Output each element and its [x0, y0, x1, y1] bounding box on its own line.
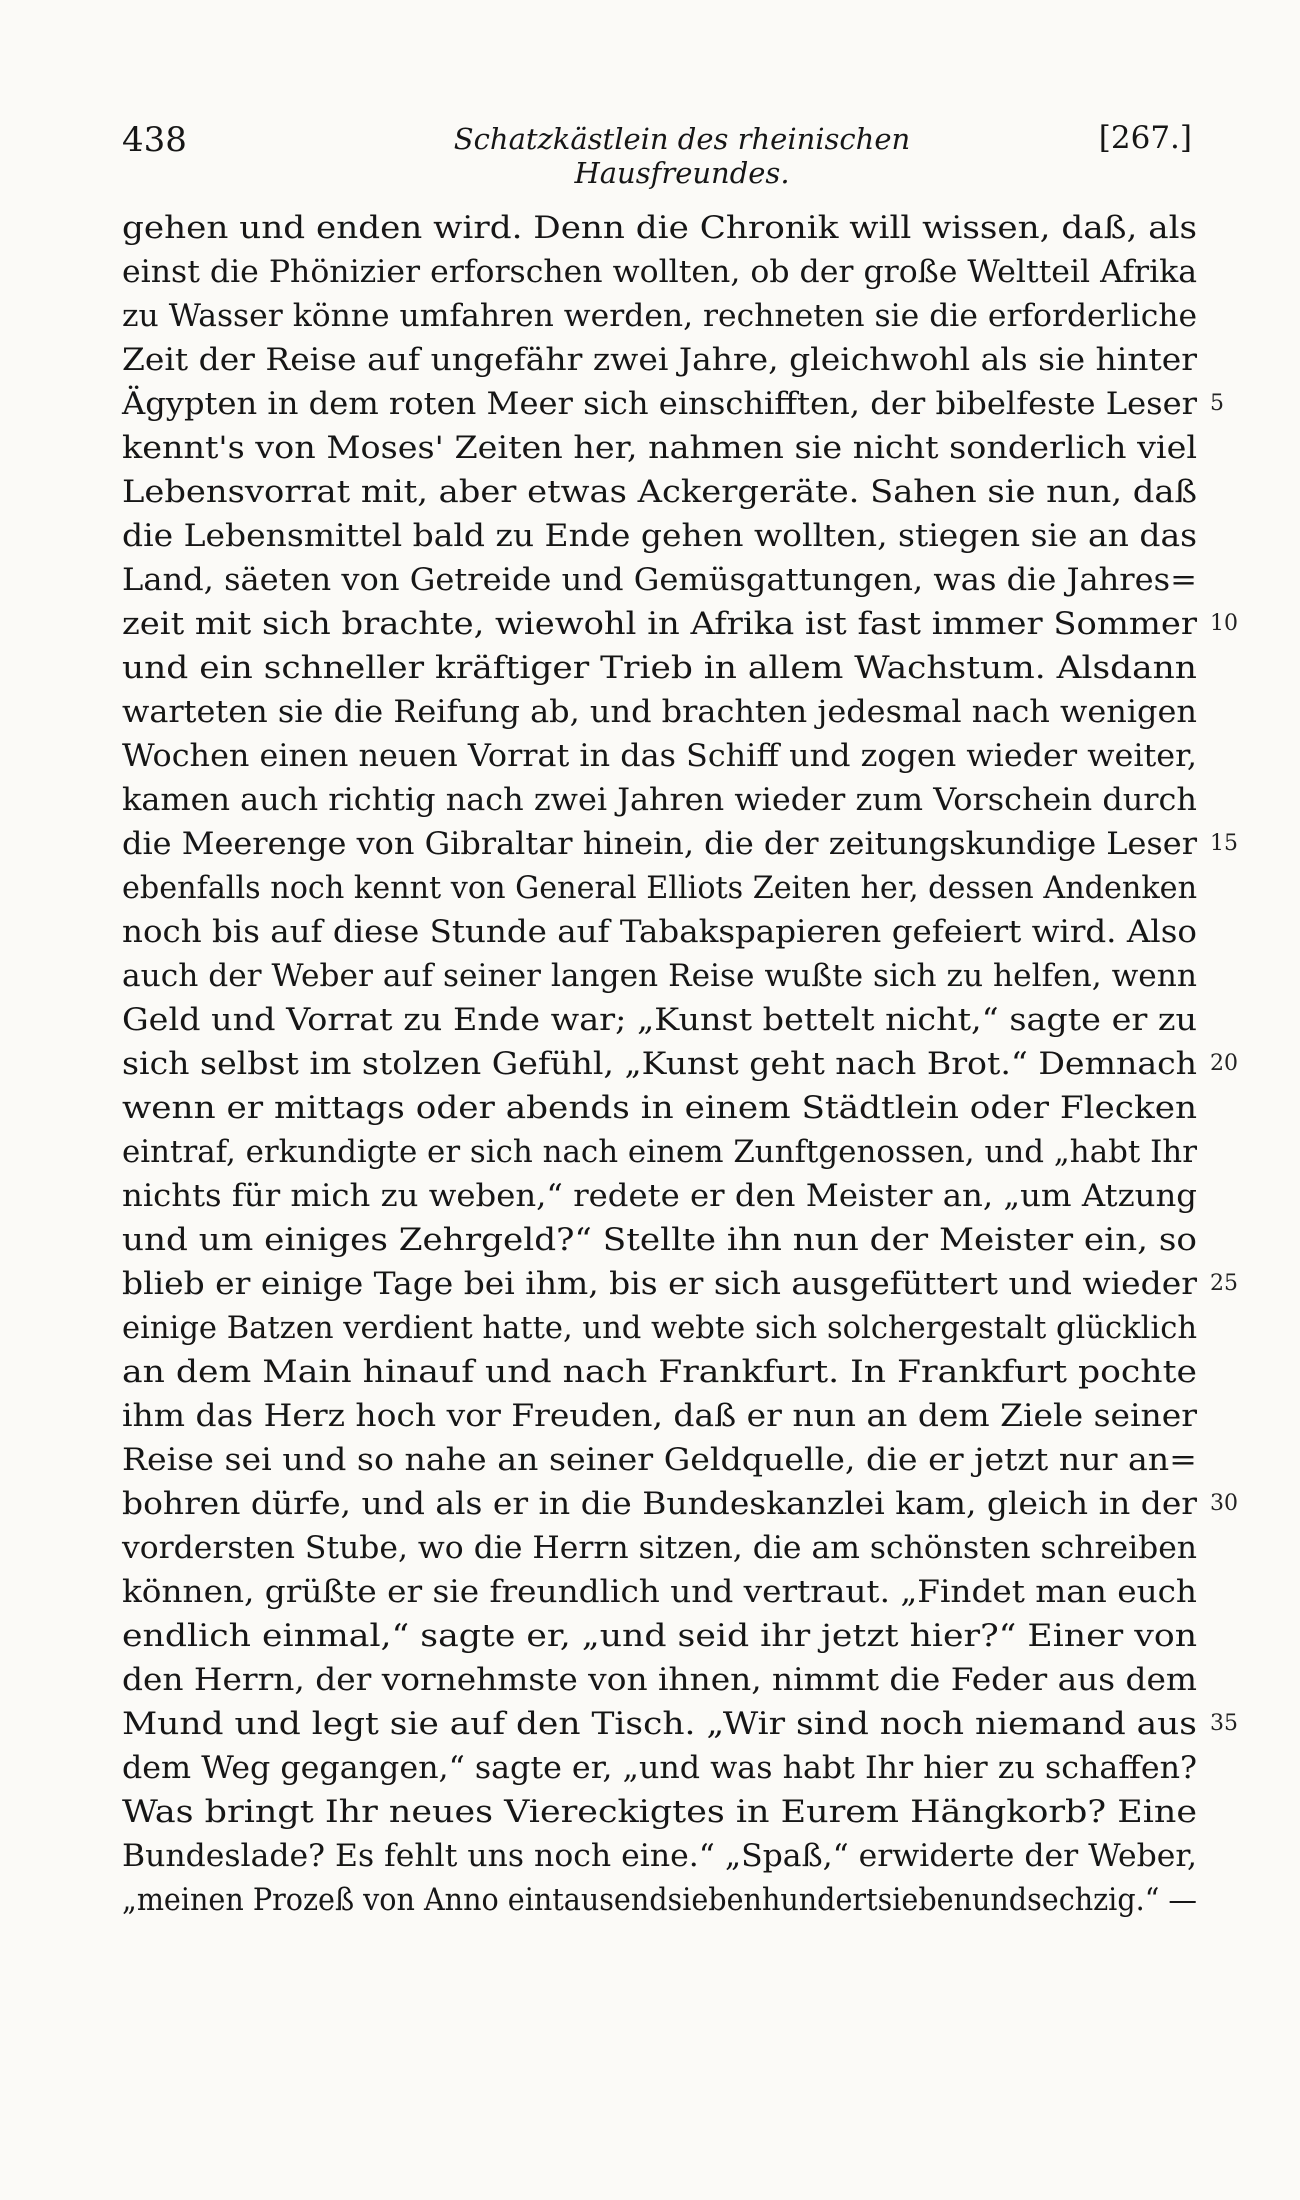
line-text: zeit mit sich brachte, wiewohl in Afrika ist fast immer Sommer — [122, 606, 1197, 642]
line-text: „meinen Prozeß von Anno eintausendsiebenhundertsiebenundsechzig.“ — — [122, 1882, 1198, 1918]
line-text: und ein schneller kräftiger Trieb in allem Wachstum. Alsdann — [122, 650, 1197, 686]
text-line — [122, 382, 1224, 426]
text-line — [122, 910, 1202, 954]
line-text: warteten sie die Reifung ab, und brachten jedesmal nach wenigen — [122, 694, 1197, 730]
text-line — [122, 1042, 1238, 1086]
line-text: die Lebensmittel bald zu Ende gehen wollten, stiegen sie an das — [122, 518, 1198, 554]
running-title: Schatzkästlein des rheinischen Hausfreundes. — [453, 122, 911, 190]
text-line — [122, 1350, 1202, 1394]
line-text: Zeit der Reise auf ungefähr zwei Jahre, gleichwohl als sie hinter — [122, 342, 1197, 378]
text-line — [122, 778, 1202, 822]
text-line — [122, 1218, 1202, 1262]
line-text: ihm das Herz hoch vor Freuden, daß er nun an dem Ziele seiner — [122, 1398, 1197, 1434]
text-line — [122, 646, 1202, 690]
text-line — [122, 426, 1202, 470]
line-text: Lebensvorrat mit, aber etwas Ackergeräte. Sahen sie nun, daß — [122, 474, 1197, 510]
text-line — [122, 470, 1202, 514]
text-line — [122, 338, 1202, 382]
text-line — [122, 1614, 1202, 1658]
line-text: eintraf, erkundigte er sich nach einem Zunftgenossen, und „habt Ihr — [122, 1134, 1197, 1170]
text-line — [122, 250, 1202, 294]
line-text: Mund und legt sie auf den Tisch. „Wir sind noch niemand aus — [122, 1706, 1197, 1742]
line-number: 25 — [1210, 1271, 1238, 1296]
line-number: 30 — [1210, 1491, 1238, 1516]
text-line — [122, 1834, 1202, 1878]
text-line — [122, 558, 1202, 602]
text-line — [122, 1086, 1202, 1130]
text-line — [122, 1306, 1202, 1350]
sheet-reference: [267.] — [1098, 120, 1192, 156]
body-text — [122, 206, 1238, 1922]
text-line — [122, 998, 1202, 1042]
text-line — [122, 1130, 1202, 1174]
line-text: den Herrn, der vornehmste von ihnen, nimmt die Feder aus dem — [122, 1662, 1197, 1698]
line-text: gehen und enden wird. Denn die Chronik will wissen, daß, als — [122, 210, 1198, 246]
text-line — [122, 1702, 1238, 1746]
line-text: Ägypten in dem roten Meer sich einschifften, der bibelfeste Leser — [122, 386, 1198, 422]
text-line — [122, 1438, 1202, 1482]
text-line — [122, 822, 1238, 866]
page-header — [122, 120, 1192, 190]
line-text: einst die Phönizier erforschen wollten, ob der große Weltteil Afrika — [122, 254, 1198, 290]
text-line — [122, 1658, 1202, 1702]
text-line — [122, 206, 1202, 250]
text-line — [122, 1790, 1202, 1834]
text-line — [122, 1174, 1202, 1218]
text-line — [122, 1262, 1238, 1306]
line-number: 10 — [1210, 611, 1238, 636]
line-text: bohren dürfe, und als er in die Bundeskanzlei kam, gleich in der — [122, 1486, 1198, 1522]
line-text: auch der Weber auf seiner langen Reise wußte sich zu helfen, wenn — [122, 958, 1197, 994]
line-text: blieb er einige Tage bei ihm, bis er sich ausgefüttert und wieder — [122, 1266, 1197, 1302]
line-number: 35 — [1210, 1711, 1238, 1736]
line-text: Reise sei und so nahe an seiner Geldquelle, die er jetzt nur an= — [122, 1442, 1197, 1478]
line-text: einige Batzen verdient hatte, und webte sich solchergestalt glücklich — [122, 1310, 1198, 1346]
line-text: kamen auch richtig nach zwei Jahren wieder zum Vorschein durch — [122, 782, 1197, 818]
line-text: wenn er mittags oder abends in einem Städtlein oder Flecken — [122, 1090, 1198, 1126]
line-text: Wochen einen neuen Vorrat in das Schiff und zogen wieder weiter, — [122, 738, 1197, 774]
line-text: dem Weg gegangen,“ sagte er, „und was habt Ihr hier zu schaffen? — [122, 1750, 1198, 1786]
text-line — [122, 602, 1238, 646]
line-text: endlich einmal,“ sagte er, „und seid ihr jetzt hier?“ Einer von — [122, 1618, 1198, 1654]
line-number: 20 — [1210, 1051, 1238, 1076]
text-line — [122, 1394, 1202, 1438]
text-line — [122, 866, 1202, 910]
line-text: vordersten Stube, wo die Herrn sitzen, die am schönsten schreiben — [122, 1530, 1198, 1566]
line-number: 15 — [1210, 831, 1238, 856]
line-text: Geld und Vorrat zu Ende war; „Kunst bettelt nicht,“ sagte er zu — [122, 1002, 1198, 1038]
line-text: die Meerenge von Gibraltar hinein, die der zeitungskundige Leser — [122, 826, 1198, 862]
text-line — [122, 1526, 1202, 1570]
line-text: können, grüßte er sie freundlich und vertraut. „Findet man euch — [122, 1574, 1197, 1610]
line-text: und um einiges Zehrgeld?“ Stellte ihn nun der Meister ein, so — [122, 1222, 1197, 1258]
text-line — [122, 1746, 1202, 1790]
line-text: Land, säeten von Getreide und Gemüsgattungen, was die Jahres= — [122, 562, 1197, 598]
line-text: nichts für mich zu weben,“ redete er den Meister an, „um Atzung — [122, 1178, 1197, 1214]
text-line — [122, 1570, 1202, 1614]
line-text: Was bringt Ihr neues Viereckigtes in Eurem Hängkorb? Eine — [122, 1794, 1198, 1830]
line-text: kennt's von Moses' Zeiten her, nahmen sie nicht sonderlich viel — [122, 430, 1198, 466]
text-line — [122, 294, 1202, 338]
text-line — [122, 690, 1202, 734]
text-line — [122, 954, 1202, 998]
line-text: noch bis auf diese Stunde auf Tabakspapieren gefeiert wird. Also — [122, 914, 1197, 950]
text-line — [122, 1878, 1202, 1922]
line-number: 5 — [1210, 391, 1224, 416]
text-line — [122, 514, 1202, 558]
line-text: ebenfalls noch kennt von General Elliots Zeiten her, dessen Andenken — [122, 870, 1198, 906]
line-text: Bundeslade? Es fehlt uns noch eine.“ „Spaß,“ erwiderte der Weber, — [122, 1838, 1197, 1874]
text-line — [122, 1482, 1238, 1526]
line-text: zu Wasser könne umfahren werden, rechneten sie die erforderliche — [122, 298, 1198, 334]
text-line — [122, 734, 1202, 778]
line-text: sich selbst im stolzen Gefühl, „Kunst geht nach Brot.“ Demnach — [122, 1046, 1197, 1082]
page-number: 438 — [122, 120, 187, 160]
line-text: an dem Main hinauf und nach Frankfurt. In Frankfurt pochte — [122, 1354, 1197, 1390]
